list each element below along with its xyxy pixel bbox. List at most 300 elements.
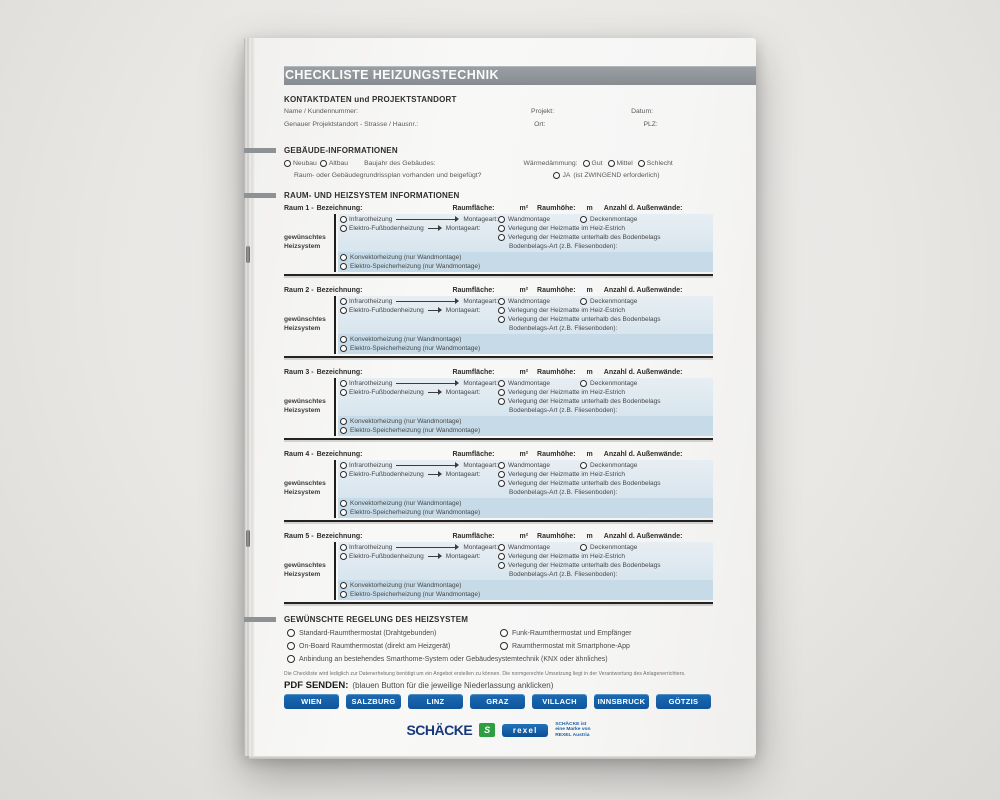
radio-onboard-raumthermostat[interactable] xyxy=(287,642,295,650)
heizmatte-estrich-label: Verlegung der Heizmatte im Heiz-Estrich xyxy=(508,552,626,560)
infrarot-cell xyxy=(338,216,498,223)
room-number-label: Raum 1 - xyxy=(284,204,314,212)
infrarotheizung-label: Infrarotheizung xyxy=(349,461,393,469)
bodenbelag-field[interactable]: Bodenbelags-Art (z.B. Fliesenboden): xyxy=(509,242,618,250)
side-label-line: gewünschtes xyxy=(284,234,326,242)
regulation-options xyxy=(284,627,713,666)
arrow-icon xyxy=(396,465,458,466)
raumhoehe-field[interactable]: Raumhöhe: xyxy=(537,450,576,458)
vertical-divider xyxy=(334,378,336,436)
neubau-label: Neubau xyxy=(293,159,317,167)
vertical-divider xyxy=(334,296,336,354)
panel-upper xyxy=(338,296,713,334)
m2-unit: m² xyxy=(519,286,529,294)
radio-wandmontage[interactable] xyxy=(498,216,505,223)
rexel-logo: rexel xyxy=(502,724,548,737)
schaecke-logo-icon: S xyxy=(479,723,495,737)
speicher-option xyxy=(338,427,713,434)
verlegung-option xyxy=(498,480,713,487)
radio-neubau[interactable] xyxy=(284,160,291,167)
radio-altbau[interactable] xyxy=(320,160,327,167)
bodenbelag-field[interactable]: Bodenbelags-Art (z.B. Fliesenboden): xyxy=(509,488,618,496)
radio-fussbodenheizung[interactable] xyxy=(340,225,347,232)
fussbodenheizung-label: Elektro-Fußbodenheizung xyxy=(349,388,424,396)
datum-field[interactable]: Datum: xyxy=(631,108,654,115)
radio-heizmatte-estrich[interactable] xyxy=(498,553,505,560)
heizsystem-side-label xyxy=(284,542,334,600)
goetzis-button[interactable]: GÖTZIS xyxy=(656,694,711,709)
baujahr-field[interactable]: Baujahr des Gebäudes: xyxy=(364,159,436,167)
arrow-icon xyxy=(428,556,441,557)
room-block xyxy=(284,533,713,604)
ja-label: JA xyxy=(562,171,571,179)
fussboden-cell xyxy=(338,389,498,396)
option-row xyxy=(338,224,713,233)
side-label-line: Heizsystem xyxy=(284,242,321,250)
montageart-label: Montageart: xyxy=(463,461,498,469)
ja-note: (ist ZWINGEND erforderlich) xyxy=(573,171,660,179)
montageart-label: Montageart: xyxy=(445,224,481,232)
heizmatte-estrich-label: Verlegung der Heizmatte im Heiz-Estrich xyxy=(508,388,626,396)
radio-heizmatte-estrich[interactable] xyxy=(498,389,505,396)
radio-infrarotheizung[interactable] xyxy=(340,380,347,387)
wandmontage-label: Wandmontage xyxy=(508,379,551,387)
m-unit: m xyxy=(586,368,593,376)
fussbodenheizung-label: Elektro-Fußbodenheizung xyxy=(349,552,424,560)
radio-infrarotheizung[interactable] xyxy=(340,462,347,469)
heizsystem-side-label xyxy=(284,460,334,518)
infrarot-cell xyxy=(338,298,498,305)
option-row xyxy=(338,388,713,397)
m2-unit: m² xyxy=(519,204,529,212)
building-row-2 xyxy=(284,172,713,179)
vertical-divider xyxy=(334,214,336,272)
brand-note xyxy=(555,722,590,740)
aussenwaende-field[interactable]: Anzahl d. Außenwände: xyxy=(603,368,683,376)
option-row xyxy=(338,315,713,324)
radio-smartphone-raumthermostat[interactable] xyxy=(500,642,508,650)
side-label-line: gewünschtes xyxy=(284,398,326,406)
radio-wandmontage[interactable] xyxy=(498,462,505,469)
aussenwaende-field[interactable]: Anzahl d. Außenwände: xyxy=(603,450,683,458)
montageart-label: Montageart: xyxy=(463,215,498,223)
option-row xyxy=(338,233,713,242)
radio-daemmung-mittel[interactable] xyxy=(608,160,615,167)
m2-unit: m² xyxy=(519,450,529,458)
speicher-option xyxy=(338,591,713,598)
waermedaemmung-label: Wärmedämmung: xyxy=(523,159,578,167)
speicherheizung-label: Elektro-Speicherheizung (nur Wandmontage) xyxy=(350,262,481,270)
option-row xyxy=(338,344,713,353)
option-row xyxy=(338,461,713,470)
radio-speicherheizung[interactable] xyxy=(340,591,347,598)
contact-row-1 xyxy=(284,108,713,115)
option-row xyxy=(338,306,713,315)
daemmung-mittel-label: Mittel xyxy=(616,159,633,167)
bodenbelag-cell xyxy=(498,325,713,332)
radio-fussbodenheizung[interactable] xyxy=(340,471,347,478)
fussboden-cell xyxy=(338,553,498,560)
deckenmontage-label: Deckenmontage xyxy=(590,297,638,305)
arrow-icon xyxy=(396,547,458,548)
deckenmontage-label: Deckenmontage xyxy=(590,215,638,223)
radio-heizmatte-unterhalb[interactable] xyxy=(498,562,505,569)
radio-funk-raumthermostat[interactable] xyxy=(500,629,508,637)
aussenwaende-field[interactable]: Anzahl d. Außenwände: xyxy=(603,286,683,294)
daemmung-gut-label: Gut xyxy=(591,159,603,167)
wien-button[interactable]: WIEN xyxy=(284,694,339,709)
raumflaeche-field[interactable]: Raumfläche: xyxy=(452,368,495,376)
deckenmontage-pair xyxy=(580,216,637,223)
fussboden-cell xyxy=(338,225,498,232)
option-row xyxy=(338,470,713,479)
raumflaeche-field[interactable]: Raumfläche: xyxy=(452,286,495,294)
verlegung-option xyxy=(498,225,713,232)
raumhoehe-field[interactable]: Raumhöhe: xyxy=(537,286,576,294)
graz-button[interactable]: GRAZ xyxy=(470,694,525,709)
panel-lower xyxy=(338,334,713,354)
bezeichnung-field[interactable]: Bezeichnung: xyxy=(316,286,363,294)
radio-wandmontage[interactable] xyxy=(498,298,505,305)
contact-row-2 xyxy=(284,121,713,128)
pdf-senden-note: (blauen Button für die jeweilige Niederlassung anklicken) xyxy=(352,680,554,690)
brand-note-line: REXEL Austria xyxy=(555,733,590,739)
option-row xyxy=(338,552,713,561)
radio-deckenmontage[interactable] xyxy=(580,298,587,305)
radio-heizmatte-estrich[interactable] xyxy=(498,471,505,478)
fussbodenheizung-label: Elektro-Fußbodenheizung xyxy=(349,306,424,314)
option-row xyxy=(338,479,713,488)
heizmatte-unterhalb-label: Verlegung der Heizmatte unterhalb des Bodenbelags xyxy=(508,397,661,405)
konvektorheizung-label: Konvektorheizung (nur Wandmontage) xyxy=(350,253,462,261)
speicher-option xyxy=(338,345,713,352)
regulation-option xyxy=(497,640,713,653)
montage-options xyxy=(498,216,713,223)
verlegung-option xyxy=(498,389,713,396)
heizsystem-panel xyxy=(338,378,713,436)
ort-field[interactable]: Ort: xyxy=(534,120,546,128)
radio-infrarotheizung[interactable] xyxy=(340,216,347,223)
deckenmontage-label: Deckenmontage xyxy=(590,379,638,387)
room-number-label: Raum 3 - xyxy=(284,368,314,376)
speicherheizung-label: Elektro-Speicherheizung (nur Wandmontage) xyxy=(350,426,481,434)
radio-deckenmontage[interactable] xyxy=(580,462,587,469)
verlegung-option xyxy=(498,316,713,323)
section-heading-regelung: GEWÜNSCHTE REGELUNG DES HEIZSYSTEM xyxy=(284,615,713,624)
bodenbelag-cell xyxy=(498,571,713,578)
name-kundennummer-field[interactable]: Name / Kundennummer: xyxy=(284,108,359,115)
bezeichnung-field[interactable]: Bezeichnung: xyxy=(316,450,363,458)
option-row xyxy=(338,324,713,333)
konvektorheizung-label: Konvektorheizung (nur Wandmontage) xyxy=(350,499,462,507)
verlegung-option xyxy=(498,553,713,560)
radio-heizmatte-unterhalb[interactable] xyxy=(498,398,505,405)
pdf-senden-label: PDF SENDEN: xyxy=(284,679,349,691)
radio-deckenmontage[interactable] xyxy=(580,216,587,223)
montage-options xyxy=(498,380,713,387)
radio-deckenmontage[interactable] xyxy=(580,380,587,387)
panel-lower xyxy=(338,580,713,600)
wandmontage-label: Wandmontage xyxy=(508,543,551,551)
radio-deckenmontage[interactable] xyxy=(580,544,587,551)
room-separator xyxy=(284,438,713,440)
konvektor-option xyxy=(338,500,713,507)
heizsystem-side-label xyxy=(284,378,334,436)
infrarotheizung-label: Infrarotheizung xyxy=(349,379,393,387)
speicherheizung-label: Elektro-Speicherheizung (nur Wandmontage) xyxy=(350,508,481,516)
heizsystem-panel xyxy=(338,214,713,272)
infrarot-cell xyxy=(338,462,498,469)
radio-konvektorheizung[interactable] xyxy=(340,582,347,589)
arrow-icon xyxy=(428,392,441,393)
villach-button[interactable]: VILLACH xyxy=(532,694,587,709)
radio-speicherheizung[interactable] xyxy=(340,345,347,352)
heizmatte-estrich-label: Verlegung der Heizmatte im Heiz-Estrich xyxy=(508,306,626,314)
wandmontage-label: Wandmontage xyxy=(508,461,551,469)
page-title: CHECKLISTE HEIZUNGSTECHNIK xyxy=(284,66,756,85)
room-body xyxy=(284,460,713,518)
bezeichnung-field[interactable]: Bezeichnung: xyxy=(316,368,363,376)
room-block xyxy=(284,287,713,358)
bezeichnung-field[interactable]: Bezeichnung: xyxy=(316,532,363,540)
verlegung-option xyxy=(498,471,713,478)
onboard-raumthermostat-label: On-Board Raumthermostat (direkt am Heizgerät) xyxy=(299,642,451,650)
raumhoehe-field[interactable]: Raumhöhe: xyxy=(537,532,576,540)
radio-heizmatte-estrich[interactable] xyxy=(498,307,505,314)
altbau-label: Altbau xyxy=(328,159,349,167)
radio-speicherheizung[interactable] xyxy=(340,427,347,434)
option-row xyxy=(338,297,713,306)
room-body xyxy=(284,296,713,354)
heizmatte-estrich-label: Verlegung der Heizmatte im Heiz-Estrich xyxy=(508,470,626,478)
disclaimer-text: Die Checkliste wird lediglich zur Datenerhebung benötigt um ein Angebot erstellen zu können. Die normgerechte Umsetzung liegt in der Verantwortung des Anlagenerrichters. xyxy=(284,670,686,677)
raumflaeche-field[interactable]: Raumfläche: xyxy=(452,450,495,458)
heizsystem-panel xyxy=(338,460,713,518)
regulation-option xyxy=(284,653,713,666)
projektstandort-field[interactable]: Genauer Projektstandort - Strasse / Hausnr.: xyxy=(284,120,419,128)
infrarot-cell xyxy=(338,380,498,387)
konvektor-option xyxy=(338,418,713,425)
option-row xyxy=(338,508,713,517)
side-label-line: Heizsystem xyxy=(284,488,321,496)
heizmatte-unterhalb-label: Verlegung der Heizmatte unterhalb des Bodenbelags xyxy=(508,315,661,323)
radio-infrarotheizung[interactable] xyxy=(340,544,347,551)
side-label-line: gewünschtes xyxy=(284,562,326,570)
option-row xyxy=(338,242,713,251)
radio-speicherheizung[interactable] xyxy=(340,509,347,516)
projekt-field[interactable]: Projekt: xyxy=(531,108,555,115)
radio-heizmatte-estrich[interactable] xyxy=(498,225,505,232)
fussbodenheizung-label: Elektro-Fußbodenheizung xyxy=(349,470,424,478)
room-separator xyxy=(284,520,713,522)
radio-wandmontage[interactable] xyxy=(498,544,505,551)
raumflaeche-field[interactable]: Raumfläche: xyxy=(452,204,495,212)
schaecke-logo-text: SCHÄCKE xyxy=(406,722,473,739)
option-row xyxy=(338,379,713,388)
bodenbelag-field[interactable]: Bodenbelags-Art (z.B. Fliesenboden): xyxy=(509,324,618,332)
option-row xyxy=(338,335,713,344)
funk-raumthermostat-label: Funk-Raumthermostat und Empfänger xyxy=(512,629,632,637)
option-row xyxy=(338,570,713,579)
side-label-line: Heizsystem xyxy=(284,406,321,414)
deckenmontage-label: Deckenmontage xyxy=(590,543,638,551)
option-row xyxy=(338,253,713,262)
panel-upper xyxy=(338,214,713,252)
page-content xyxy=(244,38,756,756)
panel-upper xyxy=(338,542,713,580)
option-row xyxy=(338,215,713,224)
side-label-line: Heizsystem xyxy=(284,570,321,578)
m2-unit: m² xyxy=(519,368,529,376)
montageart-label: Montageart: xyxy=(445,306,481,314)
heizmatte-estrich-label: Verlegung der Heizmatte im Heiz-Estrich xyxy=(508,224,626,232)
option-row xyxy=(338,397,713,406)
m-unit: m xyxy=(586,532,593,540)
room-block xyxy=(284,369,713,440)
radio-fussbodenheizung[interactable] xyxy=(340,389,347,396)
radio-fussbodenheizung[interactable] xyxy=(340,307,347,314)
radio-konvektorheizung[interactable] xyxy=(340,336,347,343)
konvektorheizung-label: Konvektorheizung (nur Wandmontage) xyxy=(350,581,462,589)
option-row xyxy=(338,417,713,426)
grundriss-question: Raum- oder Gebäudegrundrissplan vorhanden und beigefügt? xyxy=(294,171,482,179)
regulation-option xyxy=(284,627,497,640)
radio-heizmatte-unterhalb[interactable] xyxy=(498,480,505,487)
option-row xyxy=(338,581,713,590)
option-row xyxy=(338,561,713,570)
option-row xyxy=(338,406,713,415)
radio-konvektorheizung[interactable] xyxy=(340,500,347,507)
deckenmontage-pair xyxy=(580,462,637,469)
regulation-option xyxy=(497,627,713,640)
radio-infrarotheizung[interactable] xyxy=(340,298,347,305)
montageart-label: Montageart: xyxy=(445,388,481,396)
brand-note-line: SCHÄCKE ist xyxy=(555,721,587,727)
radio-grundriss-ja[interactable] xyxy=(553,172,560,179)
brand-note-line: eine Marke von xyxy=(555,727,591,733)
infrarot-cell xyxy=(338,544,498,551)
montage-options xyxy=(498,544,713,551)
montageart-label: Montageart: xyxy=(445,470,481,478)
bodenbelag-cell xyxy=(498,243,713,250)
heizmatte-unterhalb-label: Verlegung der Heizmatte unterhalb des Bodenbelags xyxy=(508,479,661,487)
m-unit: m xyxy=(586,204,593,212)
arrow-icon xyxy=(428,310,441,311)
heizsystem-panel xyxy=(338,296,713,354)
option-row xyxy=(338,590,713,599)
option-row xyxy=(338,543,713,552)
radio-daemmung-gut[interactable] xyxy=(583,160,590,167)
raumflaeche-field[interactable]: Raumfläche: xyxy=(452,532,495,540)
side-label-line: gewünschtes xyxy=(284,480,326,488)
raumhoehe-field[interactable]: Raumhöhe: xyxy=(537,368,576,376)
bodenbelag-field[interactable]: Bodenbelags-Art (z.B. Fliesenboden): xyxy=(509,406,618,414)
room-separator xyxy=(284,356,713,358)
linz-button[interactable]: LINZ xyxy=(408,694,463,709)
section-heading-kontaktdaten: KONTAKTDATEN und PROJEKTSTANDORT xyxy=(284,95,457,104)
fussboden-cell xyxy=(338,307,498,314)
room-body xyxy=(284,214,713,272)
radio-konvektorheizung[interactable] xyxy=(340,418,347,425)
speicherheizung-label: Elektro-Speicherheizung (nur Wandmontage) xyxy=(350,590,481,598)
radio-wandmontage[interactable] xyxy=(498,380,505,387)
aussenwaende-field[interactable]: Anzahl d. Außenwände: xyxy=(603,204,683,212)
radio-smarthome-anbindung[interactable] xyxy=(287,655,295,663)
verlegung-option xyxy=(498,562,713,569)
innsbruck-button[interactable]: INNSBRUCK xyxy=(594,694,649,709)
heizsystem-panel xyxy=(338,542,713,600)
konvektor-option xyxy=(338,336,713,343)
room-separator xyxy=(284,602,713,604)
konvektor-option xyxy=(338,582,713,589)
deckenmontage-pair xyxy=(580,544,637,551)
wandmontage-label: Wandmontage xyxy=(508,297,551,305)
panel-lower xyxy=(338,498,713,518)
room-header xyxy=(284,287,713,294)
montageart-label: Montageart: xyxy=(463,379,498,387)
radio-heizmatte-unterhalb[interactable] xyxy=(498,234,505,241)
room-block xyxy=(284,451,713,522)
konvektorheizung-label: Konvektorheizung (nur Wandmontage) xyxy=(350,335,462,343)
side-label-line: Heizsystem xyxy=(284,324,321,332)
deckenmontage-label: Deckenmontage xyxy=(590,461,638,469)
wandmontage-label: Wandmontage xyxy=(508,215,551,223)
option-row xyxy=(338,488,713,497)
panel-lower xyxy=(338,252,713,272)
pdf-senden-line xyxy=(284,680,713,691)
smarthome-anbindung-label: Anbindung an bestehendes Smarthome-System oder Gebäudesystemtechnik (KNX oder ähnliches) xyxy=(299,655,608,663)
m-unit: m xyxy=(586,286,593,294)
salzburg-button[interactable]: SALZBURG xyxy=(346,694,401,709)
room-header xyxy=(284,369,713,376)
fussboden-cell xyxy=(338,471,498,478)
heizmatte-unterhalb-label: Verlegung der Heizmatte unterhalb des Bodenbelags xyxy=(508,233,661,241)
radio-daemmung-schlecht[interactable] xyxy=(638,160,645,167)
radio-speicherheizung[interactable] xyxy=(340,263,347,270)
m2-unit: m² xyxy=(519,532,529,540)
bodenbelag-cell xyxy=(498,407,713,414)
room-number-label: Raum 2 - xyxy=(284,286,314,294)
plz-field[interactable]: PLZ: xyxy=(643,120,658,128)
room-body xyxy=(284,378,713,436)
radio-konvektorheizung[interactable] xyxy=(340,254,347,261)
infrarotheizung-label: Infrarotheizung xyxy=(349,215,393,223)
m-unit: m xyxy=(586,450,593,458)
aussenwaende-field[interactable]: Anzahl d. Außenwände: xyxy=(603,532,683,540)
montageart-label: Montageart: xyxy=(445,552,481,560)
bezeichnung-field[interactable]: Bezeichnung: xyxy=(316,204,363,212)
radio-fussbodenheizung[interactable] xyxy=(340,553,347,560)
bodenbelag-field[interactable]: Bodenbelags-Art (z.B. Fliesenboden): xyxy=(509,570,618,578)
radio-heizmatte-unterhalb[interactable] xyxy=(498,316,505,323)
city-buttons xyxy=(284,694,711,709)
room-separator xyxy=(284,274,713,276)
raumhoehe-field[interactable]: Raumhöhe: xyxy=(537,204,576,212)
option-row xyxy=(338,426,713,435)
arrow-icon xyxy=(396,219,458,220)
verlegung-option xyxy=(498,234,713,241)
radio-standard-raumthermostat[interactable] xyxy=(287,629,295,637)
arrow-icon xyxy=(396,383,458,384)
deckenmontage-pair xyxy=(580,298,637,305)
vertical-divider xyxy=(334,460,336,518)
montageart-label: Montageart: xyxy=(463,297,498,305)
infrarotheizung-label: Infrarotheizung xyxy=(349,543,393,551)
option-row xyxy=(338,262,713,271)
smartphone-raumthermostat-label: Raumthermostat mit Smartphone-App xyxy=(512,642,630,650)
regulation-option xyxy=(284,640,497,653)
arrow-icon xyxy=(396,301,458,302)
